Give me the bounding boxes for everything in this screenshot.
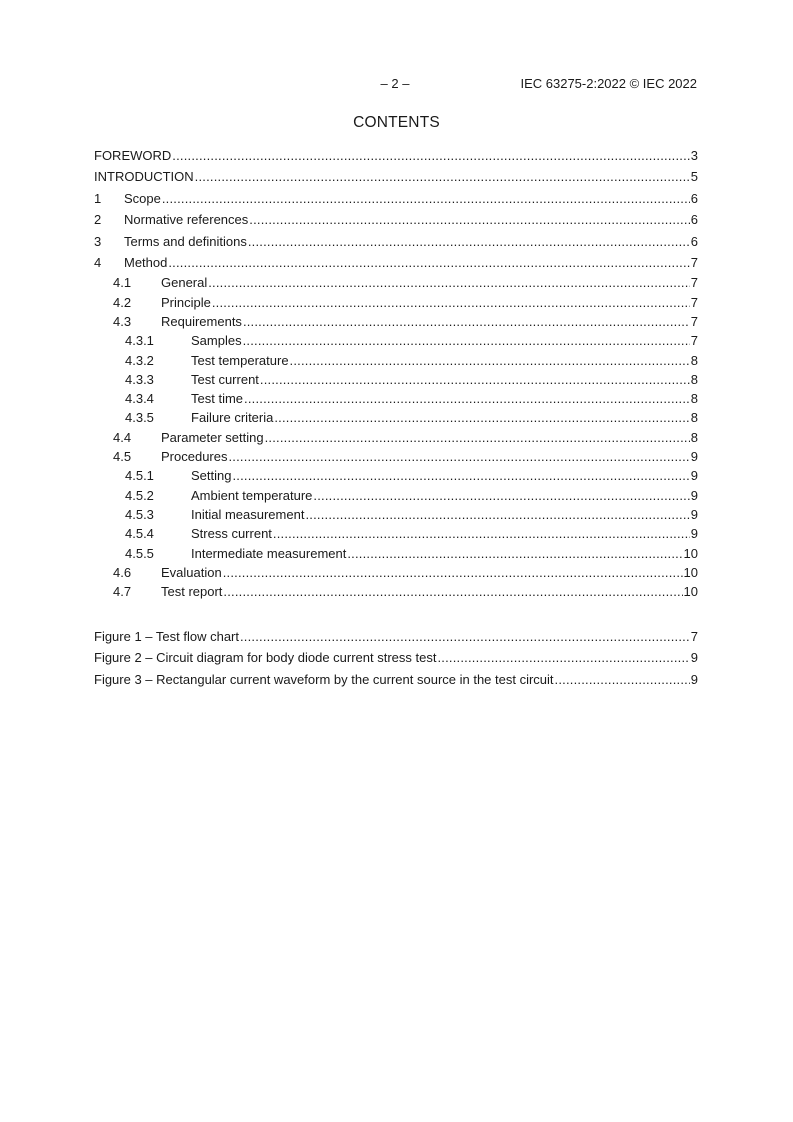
- toc-entry-title: Method: [124, 254, 168, 270]
- page-number: – 2 –: [380, 76, 410, 91]
- figure-entry[interactable]: [94, 647, 698, 668]
- dot-leader: [305, 505, 689, 524]
- toc-entry-number: 1: [94, 190, 102, 206]
- toc-entry-number: 4.5.1: [125, 468, 154, 484]
- toc-entry-title: Terms and definitions: [124, 233, 247, 249]
- toc-entry-number: 3: [94, 233, 102, 249]
- dot-leader: [232, 466, 689, 485]
- toc-entry-number: 4.2: [113, 294, 132, 310]
- toc-entry-page: 7: [690, 294, 698, 310]
- toc-entry[interactable]: [94, 231, 698, 252]
- toc-entry-title: Principle: [161, 294, 211, 310]
- toc-entry-number: 2: [94, 212, 102, 228]
- toc-entry-page: 10: [683, 584, 698, 600]
- dot-leader: [240, 626, 690, 647]
- toc-entry[interactable]: [94, 293, 698, 312]
- toc-entry-number: 4.5.3: [125, 506, 154, 522]
- toc-entry-page: 8: [690, 429, 698, 445]
- toc-entry-title: Samples: [191, 333, 242, 349]
- dot-leader: [208, 273, 690, 292]
- dot-leader: [555, 669, 690, 690]
- toc-entry-title: Initial measurement: [191, 506, 305, 522]
- toc-entry-number: 4.5.4: [125, 526, 154, 542]
- toc-entry-title: Failure criteria: [191, 410, 274, 426]
- toc-entry-page: 8: [690, 371, 698, 387]
- toc-entry[interactable]: [94, 563, 698, 582]
- toc-entry[interactable]: [94, 582, 698, 601]
- toc-entry-title: Test current: [191, 371, 259, 387]
- toc-entry[interactable]: [94, 273, 698, 292]
- toc-entry-title: Test temperature: [191, 352, 289, 368]
- toc-entry-page: 9: [690, 449, 698, 465]
- toc-entry[interactable]: [94, 370, 698, 389]
- toc-entry-page: 7: [690, 254, 698, 270]
- toc-entry-number: 4.1: [113, 275, 132, 291]
- toc-entry-title: Requirements: [161, 313, 242, 329]
- toc-entry-title: FOREWORD: [94, 148, 172, 163]
- toc-entry[interactable]: [94, 524, 698, 543]
- toc-entry-title: Evaluation: [161, 564, 222, 580]
- toc-entry-page: 6: [690, 190, 698, 206]
- toc-entry-page: 7: [690, 313, 698, 329]
- toc-entry-number: 4.3.3: [125, 371, 154, 387]
- dot-leader: [248, 231, 690, 252]
- toc-entry-title: Parameter setting: [161, 429, 264, 445]
- toc-entry-title: Procedures: [161, 449, 228, 465]
- dot-leader: [244, 389, 690, 408]
- dot-leader: [223, 582, 682, 601]
- toc-entry[interactable]: [94, 166, 698, 187]
- toc-entry-number: 4.3: [113, 313, 132, 329]
- toc-entry-title: Normative references: [124, 212, 249, 228]
- table-of-contents: [94, 145, 698, 601]
- toc-entry-title: Test report: [161, 584, 223, 600]
- toc-entry-number: 4: [94, 254, 102, 270]
- toc-entry-title: Stress current: [191, 526, 272, 542]
- toc-entry[interactable]: [94, 428, 698, 447]
- dot-leader: [273, 524, 690, 543]
- dot-leader: [313, 486, 689, 505]
- toc-entry-number: 4.5.5: [125, 545, 154, 561]
- toc-entry-number: 4.5.2: [125, 487, 154, 503]
- toc-entry-number: 4.5: [113, 449, 132, 465]
- contents-title: CONTENTS: [353, 114, 440, 131]
- toc-entry-page: 5: [690, 169, 698, 185]
- toc-entry[interactable]: [94, 505, 698, 524]
- toc-entry-page: 7: [690, 275, 698, 291]
- figure-entry-title: Figure 3 – Rectangular current waveform by the current source in the test circuit: [94, 671, 554, 687]
- toc-entry[interactable]: [94, 252, 698, 273]
- figure-entry-page: 9: [690, 671, 698, 687]
- toc-entry-title: Setting: [191, 468, 232, 484]
- toc-entry-page: 6: [690, 233, 698, 249]
- toc-entry-title: Ambient temperature: [191, 487, 313, 503]
- dot-leader: [195, 166, 690, 187]
- list-of-figures: [94, 626, 698, 690]
- toc-entry-page: 10: [683, 545, 698, 561]
- figure-entry-title: Figure 2 – Circuit diagram for body diode current stress test: [94, 650, 437, 666]
- dot-leader: [347, 544, 682, 563]
- dot-leader: [223, 563, 683, 582]
- dot-leader: [274, 408, 689, 427]
- toc-entry[interactable]: [94, 145, 698, 166]
- dot-leader: [243, 312, 690, 331]
- toc-entry[interactable]: [94, 408, 698, 427]
- dot-leader: [265, 428, 690, 447]
- document-id: IEC 63275-2:2022 © IEC 2022: [520, 76, 697, 91]
- toc-entry[interactable]: [94, 312, 698, 331]
- toc-entry[interactable]: [94, 188, 698, 209]
- toc-entry-page: 7: [690, 333, 698, 349]
- dot-leader: [249, 209, 689, 230]
- toc-entry-page: 9: [690, 487, 698, 503]
- figure-entry[interactable]: [94, 669, 698, 690]
- toc-entry-page: 8: [690, 352, 698, 368]
- dot-leader: [228, 447, 689, 466]
- toc-entry[interactable]: [94, 331, 698, 350]
- toc-entry-page: 10: [683, 564, 698, 580]
- toc-entry-title: Intermediate measurement: [191, 545, 347, 561]
- dot-leader: [290, 351, 690, 370]
- dot-leader: [260, 370, 690, 389]
- toc-entry-title: General: [161, 275, 208, 291]
- dot-leader: [162, 188, 690, 209]
- toc-entry-page: 9: [690, 526, 698, 542]
- toc-entry-title: Scope: [124, 190, 161, 206]
- toc-entry-number: 4.7: [113, 584, 132, 600]
- toc-entry-number: 4.6: [113, 564, 132, 580]
- toc-entry[interactable]: [94, 209, 698, 230]
- dot-leader: [243, 331, 690, 350]
- toc-entry-page: 8: [690, 391, 698, 407]
- toc-entry-title: Test time: [191, 391, 244, 407]
- toc-entry-number: 4.3.2: [125, 352, 154, 368]
- toc-entry[interactable]: [94, 389, 698, 408]
- toc-entry-number: 4.3.4: [125, 391, 154, 407]
- toc-entry-number: 4.4: [113, 429, 132, 445]
- toc-entry-page: 9: [690, 506, 698, 522]
- toc-entry-page: 8: [690, 410, 698, 426]
- toc-entry-number: 4.3.5: [125, 410, 154, 426]
- figure-entry-page: 7: [690, 629, 698, 644]
- dot-leader: [437, 647, 689, 668]
- toc-entry-page: 9: [690, 468, 698, 484]
- figure-entry-title: Figure 1 – Test flow chart: [94, 629, 239, 644]
- toc-entry-page: 6: [690, 212, 698, 228]
- dot-leader: [168, 252, 689, 273]
- toc-entry[interactable]: [94, 351, 698, 370]
- toc-entry-title: INTRODUCTION: [94, 169, 194, 185]
- dot-leader: [172, 145, 689, 166]
- figure-entry[interactable]: [94, 626, 698, 647]
- toc-entry[interactable]: [94, 447, 698, 466]
- toc-entry[interactable]: [94, 544, 698, 563]
- toc-entry[interactable]: [94, 466, 698, 485]
- toc-entry[interactable]: [94, 486, 698, 505]
- dot-leader: [212, 293, 690, 312]
- toc-entry-number: 4.3.1: [125, 333, 154, 349]
- figure-entry-page: 9: [690, 650, 698, 666]
- toc-entry-page: 3: [690, 148, 698, 163]
